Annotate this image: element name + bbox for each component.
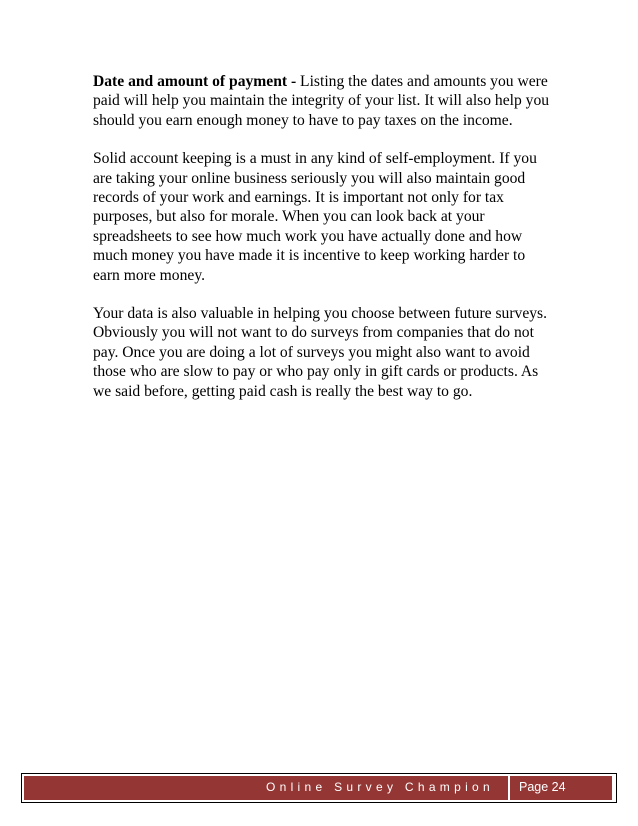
- paragraph-data-value: Your data is also valuable in helping you choose between future surveys. Obviously you will not want to do surveys from companies that do not pay. Once you are doing a lot of surveys you might also want to avoid those who are slow to pay or who pay only in gift cards or products. As we said before, getting paid cash is really the best way to go.: [93, 305, 547, 400]
- page-footer: [21, 773, 617, 803]
- page-body: [93, 72, 553, 420]
- page-number: Page 24: [519, 780, 566, 794]
- paragraph-payment-date: [93, 72, 553, 130]
- footer-title-bar: [24, 776, 508, 800]
- footer-title: Online Survey Champion: [265, 780, 494, 794]
- paragraph-heading: Date and amount of payment -: [93, 73, 297, 90]
- paragraph-text: Listing the dates and amounts you were paid will help you maintain the integrity of your list. It will also help you should you earn enough money to have to pay taxes on the income.: [93, 73, 550, 129]
- paragraph-account-keeping: Solid account keeping is a must in any kind of self-employment. If you are taking your online business seriously you will also maintain good records of your work and earnings. It is important not only for tax purposes, but also for morale. When you can look back at your spreadsheets to see how much work you have actually done and how much money you have made it is incentive to keep working harder to earn more money.: [93, 150, 537, 284]
- footer-page-box: [510, 776, 612, 800]
